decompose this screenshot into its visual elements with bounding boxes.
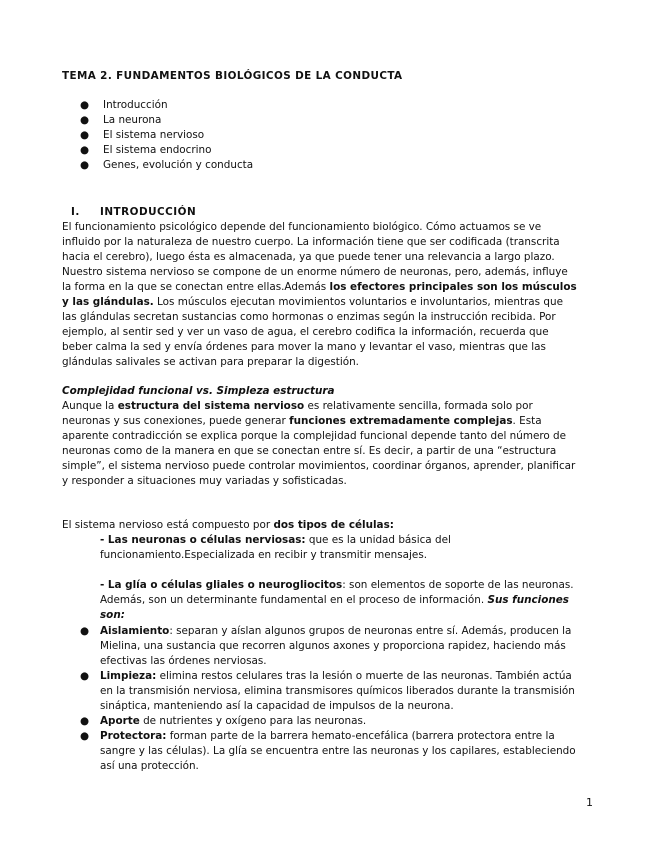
intro-paragraph: El funcionamiento psicológico depende del funcionamiento biológico. Cómo actuamos se ve influido por la naturaleza de nuestro cuerpo. La información tiene que ser codificada (transcrita hacia el cerebro), luego ésta es almacenada, ya que puede tener una relevancia a largo plazo. Nuestro sistema nervioso se compone de un enorme número de neuronas, pero, además, influye la forma en la que se conectan entre ellas.Además los efectores principales son los músculos y las glándulas. Los músculos ejecutan movimientos voluntarios e involuntarios, mientras que las glándulas secretan sustancias como hormonas o enzimas según la instrucción recibida. Por ejemplo, al sentir sed y ver un vaso de agua, el cerebro codifica la información, recuerda que beber calma la sed y envía órdenes para mover la mano y levantar el vaso, mientras que las glándulas salivales se activan para preparar la digestión.	[62, 221, 577, 368]
bullet-icon: ●	[80, 114, 90, 126]
bullet-icon: ●	[80, 144, 90, 156]
bullet-icon: ●	[80, 625, 90, 637]
list-item: ● Aislamiento: separan y aíslan algunos grupos de neuronas entre sí. Además, producen la Mielina, una sustancia que recorren algunos axones y proporciona rapidez, haciendo más efectivas las órdenes nerviosas.	[80, 625, 572, 667]
glia-item: - La glía o células gliales o neurogliocitos: son elementos de soporte de las neuronas. Además, son un determinante fundamental en el proceso de información. Sus funciones son:	[100, 579, 574, 621]
section-heading	[71, 205, 196, 220]
table-of-contents	[80, 98, 253, 173]
toc-item: ● El sistema nervioso	[80, 129, 205, 141]
subheading: Complejidad funcional vs. Simpleza estructura	[62, 385, 335, 397]
toc-item: ● Introducción	[80, 99, 168, 111]
glia-functions-list	[80, 624, 605, 774]
list-item: ● Protectora: forman parte de la barrera hemato-encefálica (barrera protectora entre la sangre y las células). La glía se encuentra entre las neuronas y los capilares, estableciendo así una protección.	[80, 730, 576, 772]
bullet-icon: ●	[80, 99, 90, 111]
toc-item: ● El sistema endocrino	[80, 144, 212, 156]
cells-intro: El sistema nervioso está compuesto por dos tipos de células:	[62, 519, 394, 531]
list-item: ● Limpieza: elimina restos celulares tras la lesión o muerte de las neuronas. También actúa en la transmisión nerviosa, elimina transmisores químicos liberados durante la transmisión sináptica, manteniendo así la capacidad de impulsos de la neurona.	[80, 670, 575, 712]
toc-item: ● Genes, evolución y conducta	[80, 159, 254, 171]
bullet-icon: ●	[80, 159, 90, 171]
neurons-item: - Las neuronas o células nerviosas: que es la unidad básica del funcionamiento.Especializada en recibir y transmitir mensajes.	[100, 534, 451, 561]
list-item: ● Aporte de nutrientes y oxígeno para las neuronas.	[80, 715, 367, 727]
bullet-icon: ●	[80, 670, 90, 682]
toc-item: ● La neurona	[80, 114, 162, 126]
section-number: I.	[71, 206, 80, 218]
bullet-icon: ●	[80, 715, 90, 727]
bullet-icon: ●	[80, 730, 90, 742]
document-title: TEMA 2. FUNDAMENTOS BIOLÓGICOS DE LA CONDUCTA	[62, 70, 403, 82]
complexity-paragraph: Complejidad funcional vs. Simpleza estructura Aunque la estructura del sistema nervioso es relativamente sencilla, formada solo por neuronas y sus conexiones, puede generar funciones extremadamente complejas. Esta aparente contradicción se explica porque la complejidad funcional depende tanto del número de neuronas como de la manera en que se conectan entre sí. Es decir, a partir de una “estructura simple”, el sistema nervioso puede controlar movimientos, coordinar órganos, aprender, planificar y responder a situaciones muy variadas y sofisticadas.	[62, 384, 597, 489]
bullet-icon: ●	[80, 129, 90, 141]
section-title: INTRODUCCIÓN	[100, 206, 197, 218]
page-number: 1	[586, 796, 593, 809]
